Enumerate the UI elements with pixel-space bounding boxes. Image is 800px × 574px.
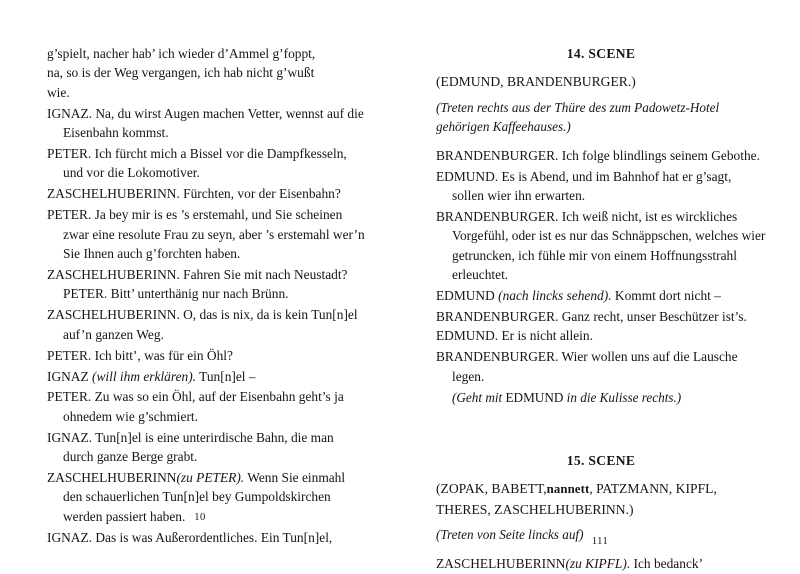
speech-paragraph-with-direction	[436, 554, 766, 573]
page-number-right: 111	[591, 536, 609, 547]
speech-text: Ich bedanck’	[633, 555, 704, 571]
scene-heading-14: 14. SCENE	[566, 46, 636, 61]
speech-paragraph: ZASCHELHUBERINN. Fahren Sie mit nach Neustadt? PETER. Bitt’ unterthänig nur nach Brünn.	[47, 266, 348, 302]
speech-paragraph: BRANDENBURGER. Ich folge blindlings seinem Gebothe.	[436, 147, 760, 163]
speech-paragraph: PETER. Zu was so ein Öhl, auf der Eisenbahn geht’s ja ohnedem wie g’schmiert.	[47, 389, 344, 424]
left-page-textblock	[47, 44, 365, 549]
speech-paragraph: IGNAZ. Das is was Außerordentliches. Ein Tun[n]el,	[47, 529, 333, 545]
speaker-name: ZASCHELHUBERINN	[436, 555, 566, 571]
page-left	[0, 0, 400, 566]
cast-list-part-one: (ZOPAK, BABETT,	[436, 481, 547, 497]
exit-direction-open: (Geht mit	[452, 389, 503, 405]
scene-14-exit-direction	[436, 388, 766, 407]
stage-direction-inline: (will ihm erklären).	[92, 368, 197, 384]
stage-direction-inline: (zu PETER).	[176, 470, 245, 486]
speech-paragraph: BRANDENBURGER. Ich weiß nicht, ist es wirckliches Vorgefühl, oder ist es nur das Schnäppschen, welches wier getruncken, ich fühle mir von einem Hoffnungsstrahl erleuchtet.	[436, 208, 766, 283]
right-page-textblock	[436, 44, 766, 574]
speech-line: na, so is der Weg vergangen, ich hab nicht g’wußt	[47, 65, 315, 81]
speech-paragraph: ZASCHELHUBERINN. O, das is nix, da is kein Tun[n]el auf’n ganzen Weg.	[47, 307, 358, 342]
scene-14-cast-list: (EDMUND, BRANDENBURGER.)	[436, 74, 636, 90]
stage-direction-inline: (zu KIPFL).	[565, 555, 631, 571]
speech-text: Wenn Sie einmahl den schauerlichen Tun[n]el bey Gumpoldskirchen werden passiert haben.	[63, 470, 346, 524]
speech-paragraph-with-direction	[436, 286, 766, 305]
speech-text: Kommt dort nicht –	[614, 287, 721, 303]
scene-14-stage-direction: (Treten rechts aus der Thüre des zum Padowetz-Hotel gehörigen Kaffeehauses.)	[436, 99, 720, 135]
speech-paragraph: EDMUND. Es is Abend, und im Bahnhof hat er g’sagt, sollen wier ihn erwarten.	[436, 168, 732, 203]
speech-paragraph: PETER. Ja bey mir is es ’s erstemahl, und Sie scheinen zwar eine resolute Frau zu seyn, aber ’s erstemahl wer’n Sie Ihnen auch g’forchten haben.	[47, 207, 365, 262]
exit-direction-close: in die Kulisse rechts.)	[566, 389, 682, 405]
speech-paragraph: PETER. Ich bitt’, was für ein Öhl?	[47, 347, 233, 363]
scene-15-cast-list	[436, 479, 766, 519]
stage-direction-inline: (nach lincks sehend).	[498, 287, 612, 303]
speech-line: wie.	[47, 84, 70, 100]
speaker-name: IGNAZ	[47, 368, 89, 384]
cast-name-nannett: nannett	[546, 482, 590, 497]
exit-direction-character: EDMUND	[505, 389, 564, 405]
speech-paragraph	[47, 44, 365, 102]
page-number-left: 10	[194, 512, 206, 523]
cast-list-part-two: , PATZMANN, KIPFL, THERES, ZASCHELHUBERINN.)	[436, 481, 717, 517]
page-right	[400, 0, 800, 571]
speech-paragraph: IGNAZ. Tun[n]el is eine unterirdische Bahn, die man durch ganze Berge grabt.	[47, 429, 334, 465]
scene-15-stage-direction: (Treten von Seite lincks auf)	[436, 527, 584, 543]
speech-text: Tun[n]el –	[199, 368, 256, 384]
scene-heading-15: 15. SCENE	[566, 452, 636, 468]
speech-paragraph-with-direction	[47, 367, 365, 386]
speech-paragraph: ZASCHELHUBERINN. Fürchten, vor der Eisenbahn?	[47, 186, 341, 202]
speech-paragraph: BRANDENBURGER. Ganz recht, unser Beschützer ist’s. EDMUND. Er is nicht allein.	[436, 308, 747, 344]
speech-line: g’spielt, nacher hab’ ich wieder d’Ammel g’foppt,	[47, 46, 316, 61]
speech-paragraph: BRANDENBURGER. Wier wollen uns auf die Lausche legen.	[436, 349, 738, 384]
speaker-name: ZASCHELHUBERINN	[47, 470, 177, 486]
speaker-name: EDMUND	[436, 287, 495, 303]
speech-paragraph: IGNAZ. Na, du wirst Augen machen Vetter, wennst auf die Eisenbahn kommst.	[47, 105, 364, 141]
speech-paragraph: PETER. Ich fürcht mich a Bissel vor die Dampfkesseln, und vor die Lokomotiver.	[47, 146, 347, 181]
